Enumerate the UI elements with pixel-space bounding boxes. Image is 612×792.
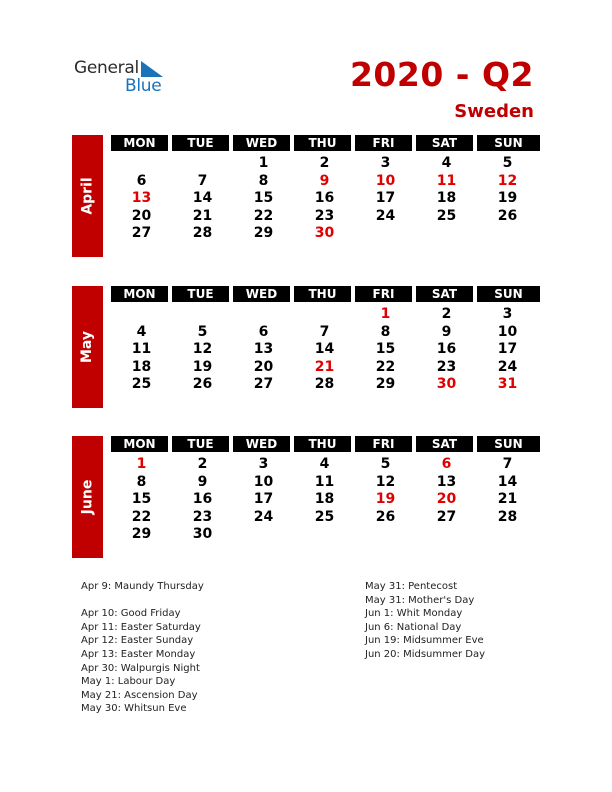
day-cell: 8 xyxy=(258,172,269,189)
week-row xyxy=(111,208,540,226)
day-cell: 3 xyxy=(502,306,513,322)
day-cell: 20 xyxy=(253,358,274,375)
day-cell: 11 xyxy=(131,341,152,357)
day-cell: 17 xyxy=(497,341,518,357)
day-cell xyxy=(477,526,538,544)
holiday-entry: May 21: Ascension Day xyxy=(81,689,198,701)
day-cell: 13 xyxy=(436,473,457,490)
holiday-day-cell: 13 xyxy=(131,190,152,206)
day-cell xyxy=(294,526,355,544)
day-cell: 7 xyxy=(319,323,330,340)
day-cell: 15 xyxy=(375,341,396,357)
week-row xyxy=(111,341,540,359)
day-cell: 25 xyxy=(314,508,335,525)
week-row xyxy=(111,225,540,243)
day-cell: 26 xyxy=(192,376,213,392)
weekday-header: SUN xyxy=(477,286,540,302)
day-cell: 22 xyxy=(253,207,274,224)
day-cell: 6 xyxy=(258,323,269,340)
day-cell: 11 xyxy=(314,473,335,490)
day-cell: 16 xyxy=(436,341,457,357)
holiday-day-cell: 11 xyxy=(436,172,457,189)
holiday-entry: Apr 12: Easter Sunday xyxy=(81,635,194,647)
holiday-day-cell: 19 xyxy=(375,491,396,507)
day-cell: 22 xyxy=(375,358,396,375)
month-name: June xyxy=(79,479,96,515)
weekday-header: SUN xyxy=(477,436,540,452)
weekday-header: THU xyxy=(294,286,351,302)
weekday-header-row xyxy=(111,135,540,151)
weekday-header-row xyxy=(111,436,540,452)
weekday-header: WED xyxy=(233,286,290,302)
holiday-list-left xyxy=(81,580,204,716)
weekday-header: MON xyxy=(111,135,168,151)
day-cell: 16 xyxy=(314,190,335,206)
holiday-day-cell: 10 xyxy=(375,172,396,189)
weekday-header: FRI xyxy=(355,436,412,452)
day-cell: 27 xyxy=(436,508,457,525)
holiday-entry: Apr 13: Easter Monday xyxy=(81,648,196,660)
day-cell: 8 xyxy=(380,323,391,340)
weekday-header: SAT xyxy=(416,286,473,302)
day-cell: 17 xyxy=(375,190,396,206)
week-row xyxy=(111,526,540,544)
day-cell: 29 xyxy=(375,376,396,392)
day-cell: 12 xyxy=(192,341,213,357)
day-cell: 14 xyxy=(192,190,213,206)
month-label xyxy=(72,286,103,408)
week-row xyxy=(111,474,540,492)
day-cell: 7 xyxy=(197,172,208,189)
day-cell: 23 xyxy=(192,508,213,525)
holiday-entry: Apr 11: Easter Saturday xyxy=(81,621,201,633)
country-name: Sweden xyxy=(454,101,534,122)
weekday-header-row xyxy=(111,286,540,302)
page-title: 2020 - Q2 xyxy=(349,55,534,94)
calendar-grid xyxy=(111,436,540,544)
holiday-entry: Jun 19: Midsummer Eve xyxy=(365,635,484,647)
holiday-day-cell: 1 xyxy=(136,456,147,472)
weekday-header: WED xyxy=(233,135,290,151)
month-label xyxy=(72,436,103,558)
logo-text-general: General xyxy=(74,58,139,78)
day-cell: 23 xyxy=(436,358,457,375)
week-row xyxy=(111,456,540,474)
day-cell: 21 xyxy=(192,207,213,224)
day-cell: 19 xyxy=(192,358,213,375)
day-cell: 2 xyxy=(319,155,330,171)
weekday-header: SAT xyxy=(416,135,473,151)
weekday-header: SAT xyxy=(416,436,473,452)
weekday-header: FRI xyxy=(355,286,412,302)
holiday-day-cell: 30 xyxy=(436,376,457,392)
week-row xyxy=(111,155,540,173)
month-name: April xyxy=(79,177,96,215)
day-cell: 28 xyxy=(314,376,335,392)
holiday-day-cell: 20 xyxy=(436,491,457,507)
week-row xyxy=(111,190,540,208)
day-cell xyxy=(477,225,538,243)
day-cell: 18 xyxy=(131,358,152,375)
holiday-day-cell: 6 xyxy=(441,456,452,472)
day-cell xyxy=(172,155,233,173)
holiday-day-cell: 30 xyxy=(314,225,335,241)
month-label xyxy=(72,135,103,257)
month-name: May xyxy=(79,330,96,364)
holiday-entry: May 30: Whitsun Eve xyxy=(81,703,187,715)
day-cell: 2 xyxy=(441,306,452,322)
day-cell: 18 xyxy=(436,190,457,206)
day-cell: 10 xyxy=(497,323,518,340)
day-cell: 22 xyxy=(131,508,152,525)
holiday-entry: Apr 10: Good Friday xyxy=(81,608,181,620)
day-cell: 5 xyxy=(380,456,391,472)
weekday-header: SUN xyxy=(477,135,540,151)
holiday-entry: Jun 6: National Day xyxy=(365,621,462,633)
day-cell xyxy=(355,526,416,544)
weekday-header: TUE xyxy=(172,135,229,151)
week-row xyxy=(111,173,540,191)
week-row xyxy=(111,306,540,324)
day-cell: 4 xyxy=(136,323,147,340)
day-cell: 24 xyxy=(497,358,518,375)
calendar-grid xyxy=(111,135,540,243)
day-cell xyxy=(294,306,355,324)
day-cell: 25 xyxy=(131,376,152,392)
holiday-day-cell: 12 xyxy=(497,172,518,189)
day-cell: 24 xyxy=(253,508,274,525)
day-cell xyxy=(111,306,172,324)
holiday-entry: Jun 1: Whit Monday xyxy=(365,608,463,620)
day-cell: 5 xyxy=(502,155,513,171)
weekday-header: WED xyxy=(233,436,290,452)
day-cell: 16 xyxy=(192,491,213,507)
holiday-day-cell: 31 xyxy=(497,376,518,392)
day-cell: 15 xyxy=(131,491,152,507)
logo xyxy=(74,58,174,98)
holiday-entry: May 31: Pentecost xyxy=(365,581,458,592)
weekday-header: FRI xyxy=(355,135,412,151)
day-cell: 29 xyxy=(131,526,152,542)
day-cell: 20 xyxy=(131,207,152,224)
logo-text-blue: Blue xyxy=(125,76,162,96)
logo-triangle-icon xyxy=(141,61,163,77)
day-cell: 13 xyxy=(253,341,274,357)
day-cell: 14 xyxy=(497,473,518,490)
week-row xyxy=(111,491,540,509)
holiday-entry: Apr 30: Walpurgis Night xyxy=(81,662,200,674)
day-cell: 5 xyxy=(197,323,208,340)
week-row xyxy=(111,359,540,377)
holiday-entry: Jun 20: Midsummer Day xyxy=(365,648,486,660)
weekday-header: THU xyxy=(294,436,351,452)
holiday-entry: May 31: Mother's Day xyxy=(365,594,475,606)
day-cell: 14 xyxy=(314,341,335,357)
day-cell: 23 xyxy=(314,207,335,224)
day-cell: 2 xyxy=(197,456,208,472)
day-cell: 27 xyxy=(131,225,152,241)
day-cell: 26 xyxy=(497,207,518,224)
week-row xyxy=(111,324,540,342)
holiday-entry: Apr 9: Maundy Thursday xyxy=(81,581,204,592)
day-cell: 3 xyxy=(258,456,269,472)
day-cell: 1 xyxy=(258,155,269,171)
day-cell: 28 xyxy=(497,508,518,525)
calendar-grid xyxy=(111,286,540,394)
day-cell: 15 xyxy=(253,190,274,206)
day-cell: 18 xyxy=(314,491,335,507)
day-cell xyxy=(111,155,172,173)
weekday-header: TUE xyxy=(172,286,229,302)
holiday-day-cell: 21 xyxy=(314,358,335,375)
day-cell: 24 xyxy=(375,207,396,224)
day-cell: 29 xyxy=(253,225,274,241)
day-cell: 19 xyxy=(497,190,518,206)
day-cell: 25 xyxy=(436,207,457,224)
day-cell: 3 xyxy=(380,155,391,171)
weekday-header: MON xyxy=(111,286,168,302)
day-cell: 9 xyxy=(197,473,208,490)
day-cell: 7 xyxy=(502,456,513,472)
week-row xyxy=(111,376,540,394)
day-cell xyxy=(416,526,477,544)
holiday-entry: May 1: Labour Day xyxy=(81,676,176,688)
weekday-header: MON xyxy=(111,436,168,452)
day-cell xyxy=(233,306,294,324)
day-cell: 26 xyxy=(375,508,396,525)
holiday-entry xyxy=(81,594,204,608)
day-cell: 10 xyxy=(253,473,274,490)
holiday-day-cell: 1 xyxy=(380,306,391,322)
day-cell: 12 xyxy=(375,473,396,490)
holiday-day-cell: 9 xyxy=(319,172,330,189)
day-cell: 21 xyxy=(497,491,518,507)
weekday-header: THU xyxy=(294,135,351,151)
day-cell: 6 xyxy=(136,172,147,189)
day-cell: 17 xyxy=(253,491,274,507)
weekday-header: TUE xyxy=(172,436,229,452)
day-cell: 4 xyxy=(441,155,452,171)
holiday-list-right xyxy=(365,580,485,662)
day-cell: 9 xyxy=(441,323,452,340)
day-cell xyxy=(355,225,416,243)
day-cell: 27 xyxy=(253,376,274,392)
day-cell: 28 xyxy=(192,225,213,241)
day-cell xyxy=(233,526,294,544)
day-cell: 8 xyxy=(136,473,147,490)
day-cell xyxy=(172,306,233,324)
day-cell: 30 xyxy=(192,526,213,542)
day-cell: 4 xyxy=(319,456,330,472)
day-cell xyxy=(416,225,477,243)
week-row xyxy=(111,509,540,527)
